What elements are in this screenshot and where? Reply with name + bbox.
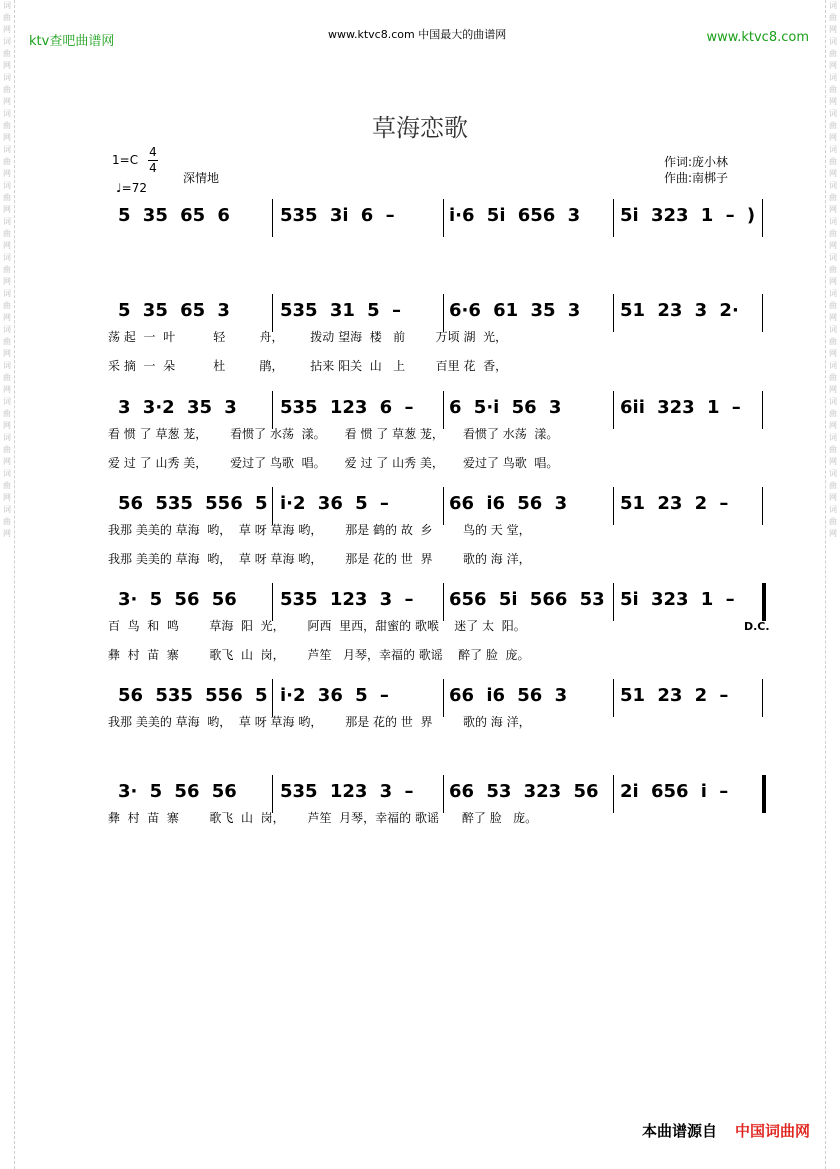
footer-brand-link[interactable]: 中国词曲网 — [734, 1122, 810, 1140]
score-row — [0, 397, 840, 487]
score-row — [0, 493, 840, 583]
score-row — [0, 781, 840, 871]
barline — [272, 583, 273, 621]
measure-notes: 6ii 323 1 – — [620, 397, 741, 418]
measure-notes: 535 123 6 – — [280, 397, 414, 418]
barline — [613, 487, 614, 525]
barline — [272, 487, 273, 525]
lyric-line: 看 惯 了 草葱 茏， 看惯了 水荡 漾。 看 惯 了 草葱 茏， 看惯了 水荡 漾。 — [108, 427, 559, 441]
barline — [613, 679, 614, 717]
composer-credit: 作曲:南梆子 — [664, 171, 729, 185]
measure-notes: 6·6 61 35 3 — [449, 300, 581, 321]
score-row — [0, 300, 840, 390]
barline — [762, 775, 766, 813]
song-title: 草海恋歌 — [372, 114, 468, 142]
lyric-line: 采 摘 一 朵 杜 鹃， 拈来 阳关 山 上 百里 花 香， — [108, 359, 508, 373]
measure-notes: 66 i6 56 3 — [449, 493, 568, 514]
lyric-line: 我那 美美的 草海 哟， 草 呀 草海 哟， 那是 鹤的 故 乡 鸟的 天 堂， — [108, 523, 531, 537]
lyricist-credit: 作词:庞小林 — [664, 155, 729, 169]
time-sig-top: 4 — [149, 145, 157, 159]
barline — [443, 583, 444, 621]
barline — [762, 391, 763, 429]
left-watermark-strip: 词曲网词曲网词曲网词曲网词曲网词曲网词曲网词曲网词曲网词曲网词曲网词曲网词曲网词曲网词曲网 — [0, 0, 15, 1169]
measure-notes: 535 3i 6 – — [280, 205, 395, 226]
measure-notes: 66 i6 56 3 — [449, 685, 568, 706]
measure-notes: 3· 5 56 56 — [118, 781, 237, 802]
measure-notes: 56 535 556 5 — [118, 493, 268, 514]
lyric-line: 我那 美美的 草海 哟， 草 呀 草海 哟， 那是 花的 世 界 歌的 海 洋， — [108, 552, 531, 566]
lyric-line: 百 鸟 和 鸣 草海 阳 光， 阿西 里西，甜蜜的 歌喉 迷了 太 阳。 — [108, 619, 526, 633]
barline — [762, 583, 766, 621]
barline — [613, 199, 614, 237]
score-row — [0, 205, 840, 295]
site-name-left[interactable]: ktv查吧曲谱网 — [29, 34, 115, 49]
measure-notes: 6 5·i 56 3 — [449, 397, 562, 418]
lyric-line: 荡 起 一 叶 轻 舟， 拨动 望海 楼 前 万顷 湖 光， — [108, 330, 508, 344]
barline — [443, 679, 444, 717]
lyric-line: 彝 村 苗 寨 歌飞 山 岗， 芦笙 月琴，幸福的 歌谣 醉了 脸 庞。 — [108, 648, 530, 662]
measure-notes: 535 123 3 – — [280, 781, 414, 802]
barline — [443, 391, 444, 429]
barline — [272, 775, 273, 813]
barline — [613, 391, 614, 429]
barline — [272, 199, 273, 237]
measure-notes: 5 35 65 3 — [118, 300, 230, 321]
measure-notes: 5i 323 1 – — [620, 589, 735, 610]
expression-marking: 深情地 — [183, 171, 220, 185]
barline — [443, 487, 444, 525]
measure-notes: 3 3·2 35 3 — [118, 397, 237, 418]
measure-notes: 51 23 3 2· — [620, 300, 739, 321]
barline — [762, 294, 763, 332]
barline — [272, 391, 273, 429]
barline — [272, 294, 273, 332]
barline — [762, 199, 763, 237]
site-tagline: www.ktvc8.com 中国最大的曲谱网 — [328, 28, 507, 41]
score-row — [0, 685, 840, 775]
measure-notes: 535 123 3 – — [280, 589, 414, 610]
tempo-marking: ♩=72 — [116, 181, 147, 195]
measure-notes: 5i 323 1 – ) — [620, 205, 756, 226]
site-url-right[interactable]: www.ktvc8.com — [706, 30, 809, 45]
score-row — [0, 589, 840, 679]
measure-notes: i·2 36 5 – — [280, 493, 389, 514]
measure-notes: 656 5i 566 53 — [449, 589, 605, 610]
barline — [272, 679, 273, 717]
time-signature — [148, 145, 158, 176]
barline — [613, 583, 614, 621]
measure-notes: 51 23 2 – — [620, 493, 729, 514]
lyric-line: 彝 村 苗 寨 歌飞 山 岗， 芦笙 月琴，幸福的 歌谣 醉了 脸 庞。 — [108, 811, 538, 825]
barline — [443, 199, 444, 237]
measure-notes: i·6 5i 656 3 — [449, 205, 581, 226]
dc-marking: D.C. — [744, 620, 770, 633]
key-signature: 1=C — [112, 153, 139, 167]
lyric-line: 我那 美美的 草海 哟， 草 呀 草海 哟， 那是 花的 世 界 歌的 海 洋， — [108, 715, 531, 729]
barline — [613, 294, 614, 332]
footer-source — [642, 1120, 810, 1141]
lyric-line: 爱 过 了 山秀 美， 爱过了 鸟歌 唱。 爱 过 了 山秀 美， 爱过了 鸟歌 唱。 — [108, 456, 559, 470]
barline — [762, 679, 763, 717]
barline — [443, 775, 444, 813]
measure-notes: 2i 656 i – — [620, 781, 729, 802]
measure-notes: 56 535 556 5 — [118, 685, 268, 706]
time-sig-bottom: 4 — [149, 161, 157, 175]
barline — [613, 775, 614, 813]
barline — [762, 487, 763, 525]
footer-prefix: 本曲谱源自 — [641, 1122, 717, 1140]
measure-notes: 5 35 65 6 — [118, 205, 230, 226]
measure-notes: 3· 5 56 56 — [118, 589, 237, 610]
measure-notes: i·2 36 5 – — [280, 685, 389, 706]
measure-notes: 66 53 323 56 — [449, 781, 599, 802]
measure-notes: 51 23 2 – — [620, 685, 729, 706]
measure-notes: 535 31 5 – — [280, 300, 401, 321]
barline — [443, 294, 444, 332]
right-watermark-strip: 词曲网词曲网词曲网词曲网词曲网词曲网词曲网词曲网词曲网词曲网词曲网词曲网词曲网词曲网词曲网 — [825, 0, 840, 1169]
